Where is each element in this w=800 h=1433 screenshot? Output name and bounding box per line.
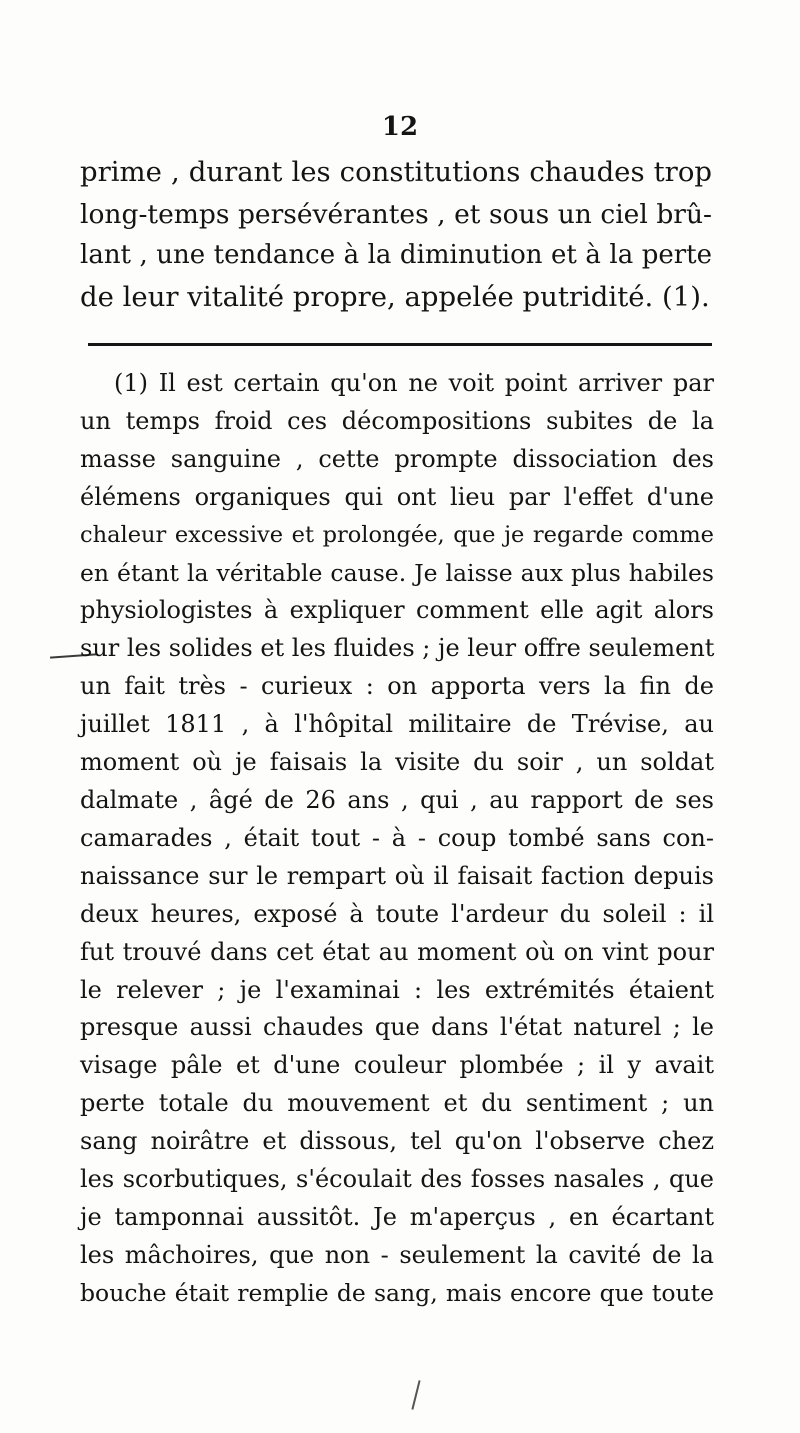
footnote-line: presque aussi chaudes que dans l'état naturel ; le	[80, 1013, 714, 1042]
footnote-line: les mâchoires, que non - seulement la cavité de la	[80, 1240, 714, 1269]
footnote-line: juillet 1811 , à l'hôpital militaire de Trévise, au	[80, 710, 714, 739]
footnote-separator-rule	[88, 343, 712, 346]
main-text-line: prime , durant les constitutions chaudes trop	[80, 156, 712, 188]
main-text-line: lant , une tendance à la diminution et à la perte	[80, 240, 712, 270]
footnote-line: un fait très - curieux : on apporta vers la fin de	[80, 672, 714, 701]
footnote-line: physiologistes à expliquer comment elle agit alors	[80, 596, 714, 625]
footnote-line: le relever ; je l'examinai : les extrémités étaient	[80, 975, 714, 1004]
footnote-line: deux heures, exposé à toute l'ardeur du soleil : il	[80, 899, 714, 928]
footnote-line: les scorbutiques, s'écoulait des fosses nasales , que	[80, 1165, 714, 1194]
footnote-line: sur les solides et les fluides ; je leur offre seulement	[80, 634, 715, 663]
footnote-line: dalmate , âgé de 26 ans , qui , au rapport de ses	[80, 785, 714, 814]
footnote-line: je tamponnai aussitôt. Je m'aperçus , en écartant	[80, 1202, 714, 1231]
footnote-line: en étant la véritable cause. Je laisse aux plus habiles	[80, 558, 714, 587]
footnote-line: chaleur excessive et prolongée, que je regarde comme	[80, 521, 714, 548]
main-text-line: de leur vitalité propre, appelée putridité. (1).	[80, 280, 710, 313]
footnote-line: masse sanguine , cette prompte dissociation des	[80, 444, 714, 473]
page-number: 12	[381, 112, 419, 142]
main-text-line: long-temps persévérantes , et sous un ciel brû-	[80, 198, 712, 230]
footnote-line: camarades , était tout - à - coup tombé sans con-	[80, 823, 714, 852]
footnote-line: moment où je faisais la visite du soir , un soldat	[80, 748, 714, 777]
footnote-line: élémens organiques qui ont lieu par l'effet d'une	[80, 482, 714, 511]
footnote-line: fut trouvé dans cet état au moment où on vint pour	[80, 937, 714, 966]
main-text-block	[80, 152, 712, 318]
footnote-line: visage pâle et d'une couleur plombée ; il y avait	[80, 1051, 714, 1080]
footnote-line: (1) Il est certain qu'on ne voit point arriver par	[114, 369, 714, 397]
footnote-line: bouche était remplie de sang, mais encore que toute	[80, 1278, 714, 1307]
bottom-pencil-mark	[411, 1380, 420, 1410]
footnote-line: naissance sur le rempart où il faisait faction depuis	[80, 861, 714, 890]
footnote-line: un temps froid ces décompositions subites de la	[80, 406, 714, 435]
footnote-block	[80, 365, 714, 1313]
footnote-line: perte totale du mouvement et du sentiment ; un	[80, 1089, 714, 1118]
footnote-line: sang noirâtre et dissous, tel qu'on l'observe chez	[80, 1127, 714, 1156]
